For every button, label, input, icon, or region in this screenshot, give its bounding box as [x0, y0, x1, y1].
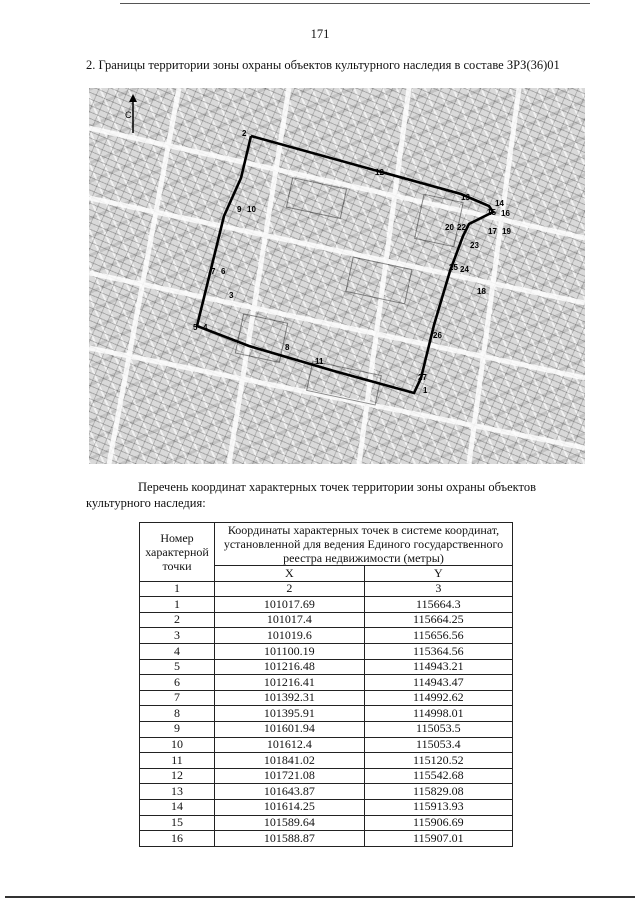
point-number-cell: 5	[140, 659, 215, 675]
point-label: 18	[477, 287, 486, 296]
boundary-map	[89, 88, 585, 464]
point-number-cell: 15	[140, 815, 215, 831]
point-label: 8	[285, 343, 290, 352]
point-number-cell: 16	[140, 831, 215, 847]
table-row	[140, 721, 513, 737]
table-row	[140, 643, 513, 659]
point-label: 1	[423, 386, 428, 395]
table-row	[140, 815, 513, 831]
index-cell: 1	[140, 581, 215, 597]
x-coordinate-cell: 101601.94	[215, 721, 365, 737]
x-coordinate-cell: 101643.87	[215, 784, 365, 800]
x-coordinate-cell: 101588.87	[215, 831, 365, 847]
point-number-cell: 2	[140, 612, 215, 628]
y-coordinate-cell: 115829.08	[364, 784, 512, 800]
table-row	[140, 612, 513, 628]
x-coordinate-cell: 101612.4	[215, 737, 365, 753]
y-coordinate-cell: 115053.4	[364, 737, 512, 753]
table-row	[140, 768, 513, 784]
point-label: 2	[242, 129, 247, 138]
map-overlay	[89, 88, 585, 464]
y-coordinate-cell: 114992.62	[364, 690, 512, 706]
table-row	[140, 690, 513, 706]
point-label: 3	[229, 291, 234, 300]
coordinates-table	[139, 522, 513, 847]
street-lines	[89, 88, 585, 464]
y-coordinate-cell: 115120.52	[364, 753, 512, 769]
y-coordinate-cell: 115542.68	[364, 768, 512, 784]
top-rule	[120, 3, 590, 4]
table-row	[140, 831, 513, 847]
col-header-y: Y	[364, 566, 512, 582]
col-header-x: X	[215, 566, 365, 582]
x-coordinate-cell: 101019.6	[215, 628, 365, 644]
point-number-cell: 10	[140, 737, 215, 753]
point-label: 22	[457, 223, 466, 232]
point-number-cell: 1	[140, 597, 215, 613]
bottom-rule	[5, 896, 635, 898]
point-label: 4	[203, 323, 208, 332]
point-number-cell: 14	[140, 799, 215, 815]
x-coordinate-cell: 101614.25	[215, 799, 365, 815]
point-number-cell: 3	[140, 628, 215, 644]
point-label: 5	[193, 323, 198, 332]
point-number-cell: 7	[140, 690, 215, 706]
point-label: 25	[449, 263, 458, 272]
caption-text: Перечень координат характерных точек территории зоны охраны объектов культурного наследия:	[86, 480, 537, 510]
point-label: 9	[237, 205, 242, 214]
col-header-point-number: Номер характерной точки	[140, 523, 215, 582]
y-coordinate-cell: 115364.56	[364, 643, 512, 659]
x-coordinate-cell: 101216.41	[215, 675, 365, 691]
x-coordinate-cell: 101017.4	[215, 612, 365, 628]
point-label: 27	[418, 373, 427, 382]
table-row	[140, 706, 513, 722]
y-coordinate-cell: 115913.93	[364, 799, 512, 815]
x-coordinate-cell: 101100.19	[215, 643, 365, 659]
x-coordinate-cell: 101392.31	[215, 690, 365, 706]
index-cell: 2	[215, 581, 365, 597]
point-label: 14	[495, 199, 504, 208]
x-coordinate-cell: 101721.08	[215, 768, 365, 784]
x-coordinate-cell: 101395.91	[215, 706, 365, 722]
table-row	[140, 784, 513, 800]
point-label: 20	[445, 223, 454, 232]
table-row	[140, 675, 513, 691]
point-label: 26	[433, 331, 442, 340]
y-coordinate-cell: 115656.56	[364, 628, 512, 644]
table-row	[140, 628, 513, 644]
table-row	[140, 799, 513, 815]
point-number-cell: 8	[140, 706, 215, 722]
table-row	[140, 753, 513, 769]
point-label: 17	[488, 227, 497, 236]
point-label: 10	[247, 205, 256, 214]
point-number-cell: 4	[140, 643, 215, 659]
x-coordinate-cell: 101216.48	[215, 659, 365, 675]
point-label: 16	[501, 209, 510, 218]
north-label: С	[125, 110, 132, 120]
page-number: 171	[310, 27, 330, 41]
table-caption	[86, 479, 566, 511]
point-number-cell: 13	[140, 784, 215, 800]
point-number-cell: 9	[140, 721, 215, 737]
column-index-row	[140, 581, 513, 597]
point-label: 15	[487, 208, 496, 217]
point-label: 7	[211, 267, 216, 276]
point-label: 19	[502, 227, 511, 236]
y-coordinate-cell: 114943.47	[364, 675, 512, 691]
point-label: 24	[460, 265, 469, 274]
x-coordinate-cell: 101589.64	[215, 815, 365, 831]
y-coordinate-cell: 115053.5	[364, 721, 512, 737]
table-row	[140, 597, 513, 613]
point-number-cell: 6	[140, 675, 215, 691]
point-label: 12	[375, 168, 384, 177]
point-label: 23	[470, 241, 479, 250]
y-coordinate-cell: 114943.21	[364, 659, 512, 675]
table-row	[140, 737, 513, 753]
y-coordinate-cell: 115906.69	[364, 815, 512, 831]
y-coordinate-cell: 115664.25	[364, 612, 512, 628]
point-number-cell: 11	[140, 753, 215, 769]
point-number-cell: 12	[140, 768, 215, 784]
point-label: 6	[221, 267, 226, 276]
point-label: 13	[461, 193, 470, 202]
y-coordinate-cell: 115907.01	[364, 831, 512, 847]
x-coordinate-cell: 101841.02	[215, 753, 365, 769]
index-cell: 3	[364, 581, 512, 597]
y-coordinate-cell: 115664.3	[364, 597, 512, 613]
point-label: 11	[315, 357, 324, 366]
table-row	[140, 659, 513, 675]
x-coordinate-cell: 101017.69	[215, 597, 365, 613]
col-header-coordinates: Координаты характерных точек в системе координат, установленной для ведения Единого государственного реестра недвижимости (метры)	[215, 523, 513, 566]
section-heading: 2. Границы территории зоны охраны объектов культурного наследия в составе ЗРЗ(36)01	[86, 58, 560, 72]
y-coordinate-cell: 114998.01	[364, 706, 512, 722]
